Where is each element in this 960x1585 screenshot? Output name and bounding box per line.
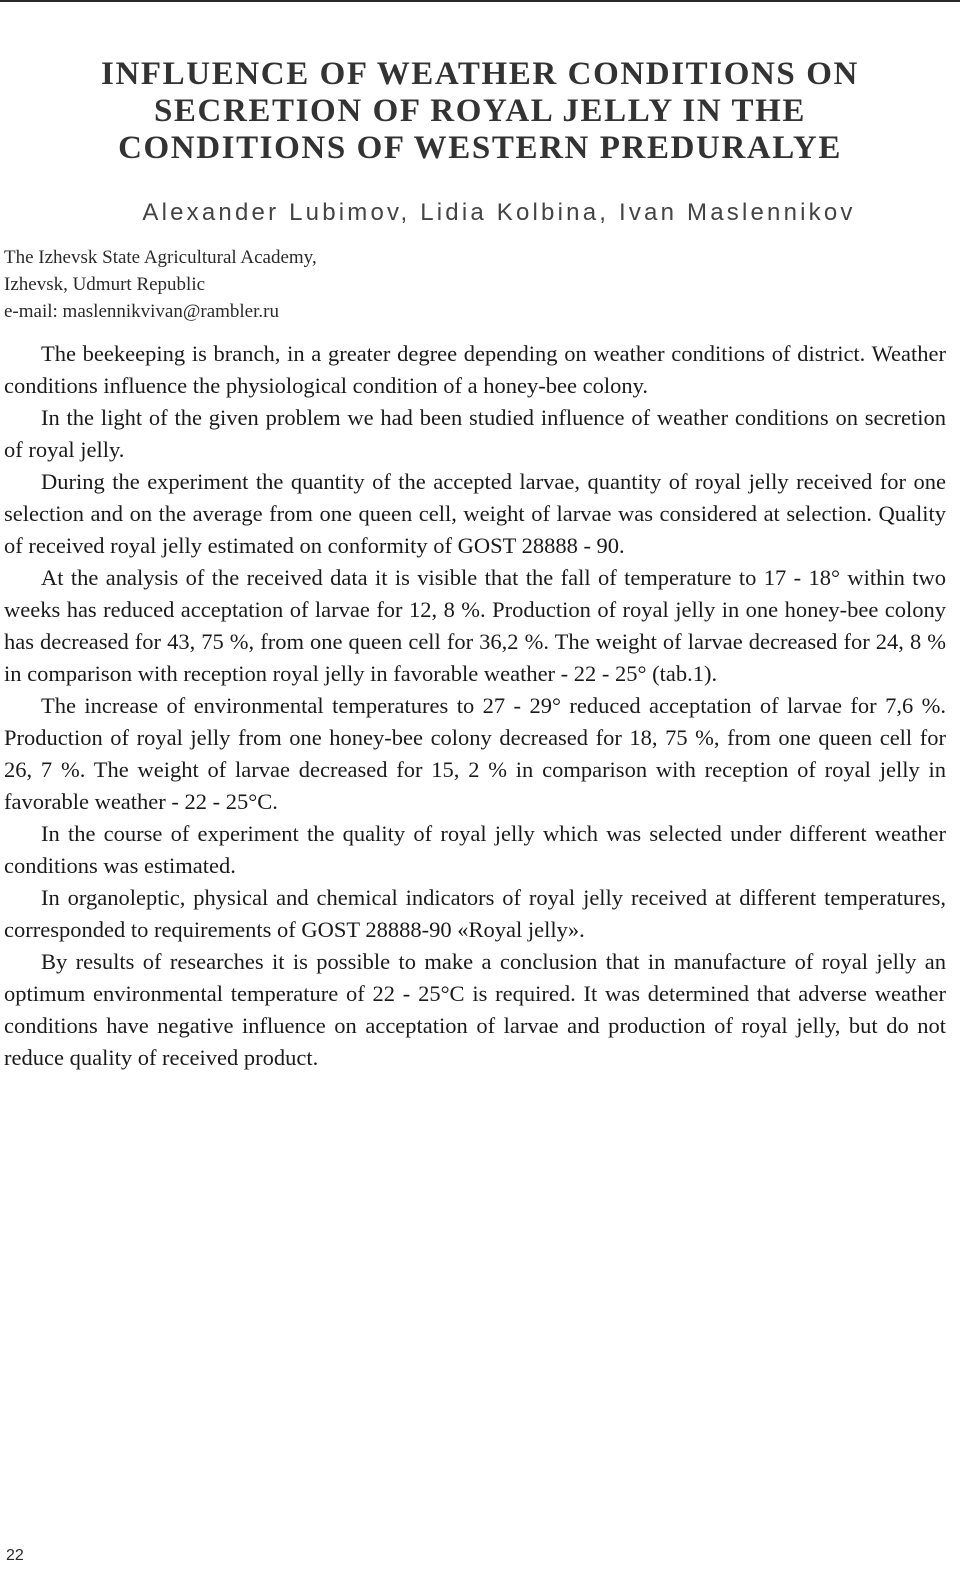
paragraph: The increase of environmental temperatures to 27 - 29° reduced acceptation of larvae for 7,6 %. Production of royal jelly from one honey-bee colony decreased for 18, 75 %, from one queen cell for 26, 7 %. The weight of larvae decreased for 15, 2 % in comparison with reception of royal jelly in favorable weather - 22 - 25°C. xyxy=(4,693,946,814)
abstract-body xyxy=(4,338,946,1074)
affiliation-city: Izhevsk, Udmurt Republic xyxy=(4,274,206,295)
title-line: INFLUENCE OF WEATHER CONDITIONS ON xyxy=(101,56,859,92)
affiliation-institution: The Izhevsk State Agricultural Academy, xyxy=(4,247,317,268)
paragraph: In the light of the given problem we had been studied influence of weather conditions on secretion of royal jelly. xyxy=(4,405,946,462)
affiliation-email: e-mail: maslennikvivan@rambler.ru xyxy=(4,301,279,322)
title-line: CONDITIONS OF WESTERN PREDURALYE xyxy=(118,130,842,166)
author-list: Alexander Lubimov, Lidia Kolbina, Ivan Maslennikov xyxy=(142,199,856,226)
title-line: SECRETION OF ROYAL JELLY IN THE xyxy=(153,93,807,129)
paper-title xyxy=(40,56,920,167)
paragraph: The beekeeping is branch, in a greater degree depending on weather conditions of district. Weather conditions influence the physiological condition of a honey-bee colony. xyxy=(4,341,946,398)
paragraph: In organoleptic, physical and chemical indicators of royal jelly received at different temperatures, corresponded to requirements of GOST 28888-90 «Royal jelly». xyxy=(4,885,946,942)
page-number: 22 xyxy=(6,1547,24,1564)
paragraph: During the experiment the quantity of the accepted larvae, quantity of royal jelly received for one selection and on the average from one queen cell, weight of larvae was considered at selection. Quality of received royal jelly estimated on conformity of GOST 28888 - 90. xyxy=(4,469,946,558)
paragraph: By results of researches it is possible to make a conclusion that in manufacture of royal jelly an optimum environmental temperature of 22 - 25°C is required. It was determined that adverse weather conditions have negative influence on acceptation of larvae and production of royal jelly, but do not reduce quality of received product. xyxy=(4,949,946,1070)
paragraph: In the course of experiment the quality of royal jelly which was selected under different weather conditions was estimated. xyxy=(4,821,946,878)
top-rule xyxy=(0,0,960,2)
affiliation-block xyxy=(4,244,317,325)
paragraph: At the analysis of the received data it is visible that the fall of temperature to 17 - 18° within two weeks has reduced acceptation of larvae for 12, 8 %. Production of royal jelly in one honey-bee colony has decreased for 43, 75 %, from one queen cell for 36,2 %. The weight of larvae decreased for 24, 8 % in comparison with reception royal jelly in favorable weather - 22 - 25° (tab.1). xyxy=(4,565,946,686)
